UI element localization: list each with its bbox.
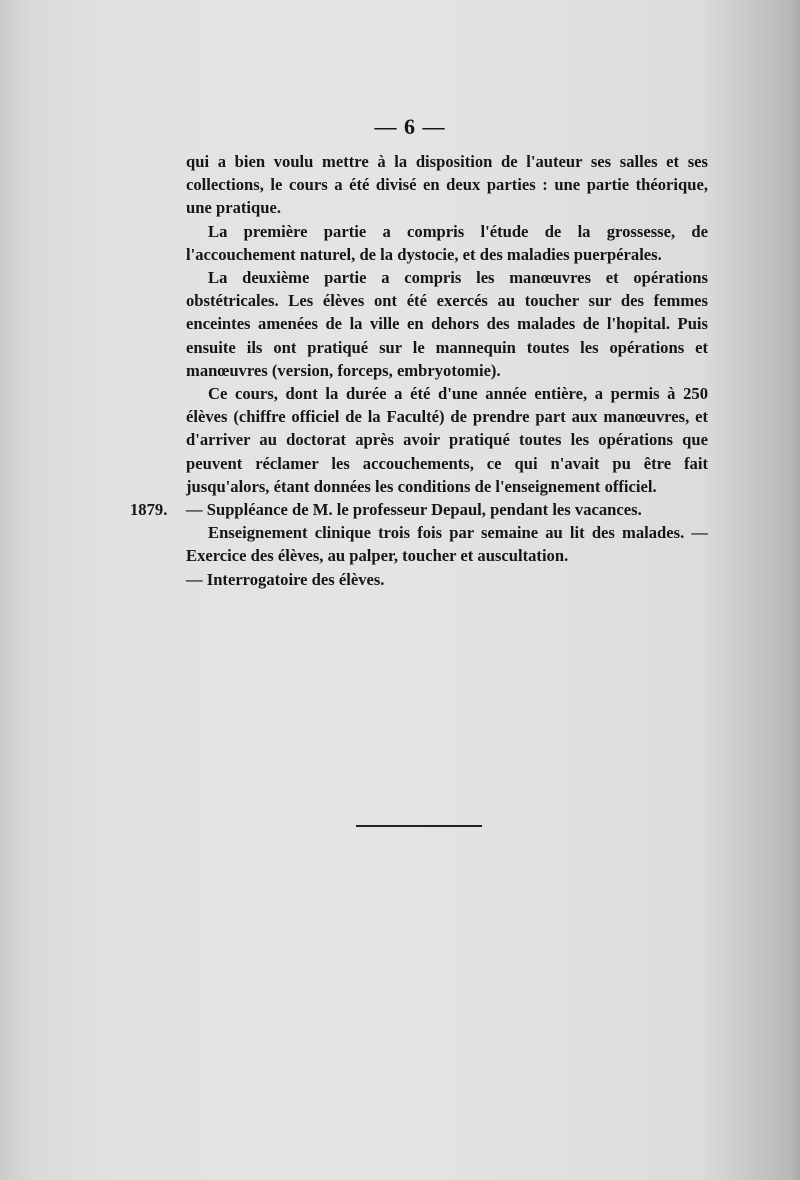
entry-text: — Suppléance de M. le professeur Depaul, pendant les vacances. — [186, 500, 642, 520]
paragraph-3: La deuxième partie a compris les manœuvres et opérations obstétricales. Les élèves ont été exercés au toucher sur des femmes enceintes amenées de la ville en dehors des malades de l'hopital. Puis ensuite ils ont pratiqué sur le mannequin toutes les opérations et manœuvres (version, forceps, embryotomie). — [186, 268, 708, 380]
body-text — [130, 150, 708, 591]
entry-detail: Enseignement clinique trois fois par semaine au lit des malades. — Exercice des élèves, au palper, toucher et auscultation. — [186, 523, 708, 566]
page-number: — 6 — — [374, 114, 446, 139]
horizontal-rule — [356, 825, 482, 827]
entry-detail-2: — Interrogatoire des élèves. — [186, 569, 385, 589]
entry-year: 1879. — [130, 500, 168, 520]
paragraph-4: Ce cours, dont la durée a été d'une année entière, a permis à 250 élèves (chiffre officiel de la Faculté) de prendre part aux manœuvres, et d'arriver au doctorat après avoir pratiqué toutes les opérations que peuvent réclamer les accouchements, ce qui n'avait pu être fait jusqu'alors, étant données les conditions de l'enseignement officiel. — [186, 384, 708, 496]
paragraph-2: La première partie a compris l'étude de la grossesse, de l'accouchement naturel, de la dystocie, et des maladies puerpérales. — [186, 221, 708, 264]
paragraph-1: qui a bien voulu mettre à la disposition de l'auteur ses salles et ses collections, le cours a été divisé en deux parties : une partie théorique, une pratique. — [186, 152, 708, 218]
entry-1879 — [130, 498, 708, 521]
